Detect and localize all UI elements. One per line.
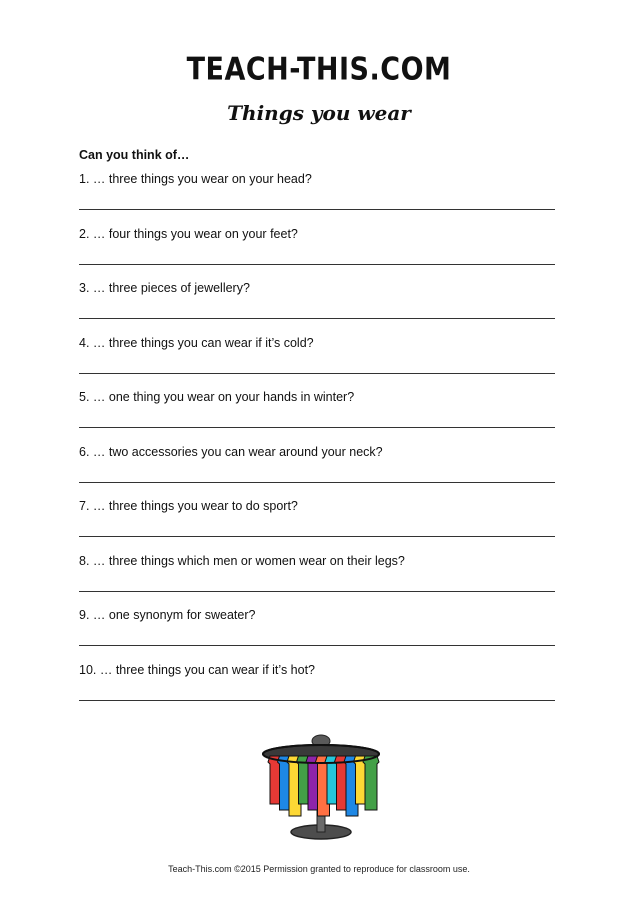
answer-line[interactable] — [79, 645, 555, 646]
question-item: 6. … two accessories you can wear around your neck? — [79, 444, 383, 459]
question-item: 7. … three things you wear to do sport? — [79, 499, 298, 513]
clothes-rack-icon — [256, 732, 386, 842]
copyright-footer: Teach-This.com ©2015 Permission granted to reproduce for classroom use. — [168, 864, 470, 874]
worksheet-subtitle: Things you wear — [227, 101, 411, 125]
question-item: 4. … three things you can wear if it’s cold? — [79, 335, 314, 350]
site-title: TEACH-THIS.COM — [186, 51, 452, 88]
question-item: 9. … one synonym for sweater? — [79, 608, 256, 622]
question-item: 8. … three things which men or women wear on their legs? — [79, 553, 405, 568]
answer-line[interactable] — [79, 536, 555, 537]
question-item: 1. … three things you wear on your head? — [79, 172, 312, 186]
question-item: 2. … four things you wear on your feet? — [79, 226, 298, 241]
intro-heading: Can you think of… — [79, 148, 190, 162]
answer-line[interactable] — [79, 482, 555, 483]
garment-shape — [363, 756, 379, 810]
answer-line[interactable] — [79, 427, 555, 428]
answer-line[interactable] — [79, 209, 555, 210]
answer-line[interactable] — [79, 318, 555, 319]
question-item: 10. … three things you can wear if it’s hot? — [79, 662, 316, 677]
answer-line[interactable] — [79, 591, 555, 592]
question-item: 5. … one thing you wear on your hands in winter? — [79, 390, 355, 404]
answer-line[interactable] — [79, 700, 555, 701]
question-item: 3. … three pieces of jewellery? — [79, 281, 250, 295]
answer-line[interactable] — [79, 264, 555, 265]
answer-line[interactable] — [79, 373, 555, 374]
